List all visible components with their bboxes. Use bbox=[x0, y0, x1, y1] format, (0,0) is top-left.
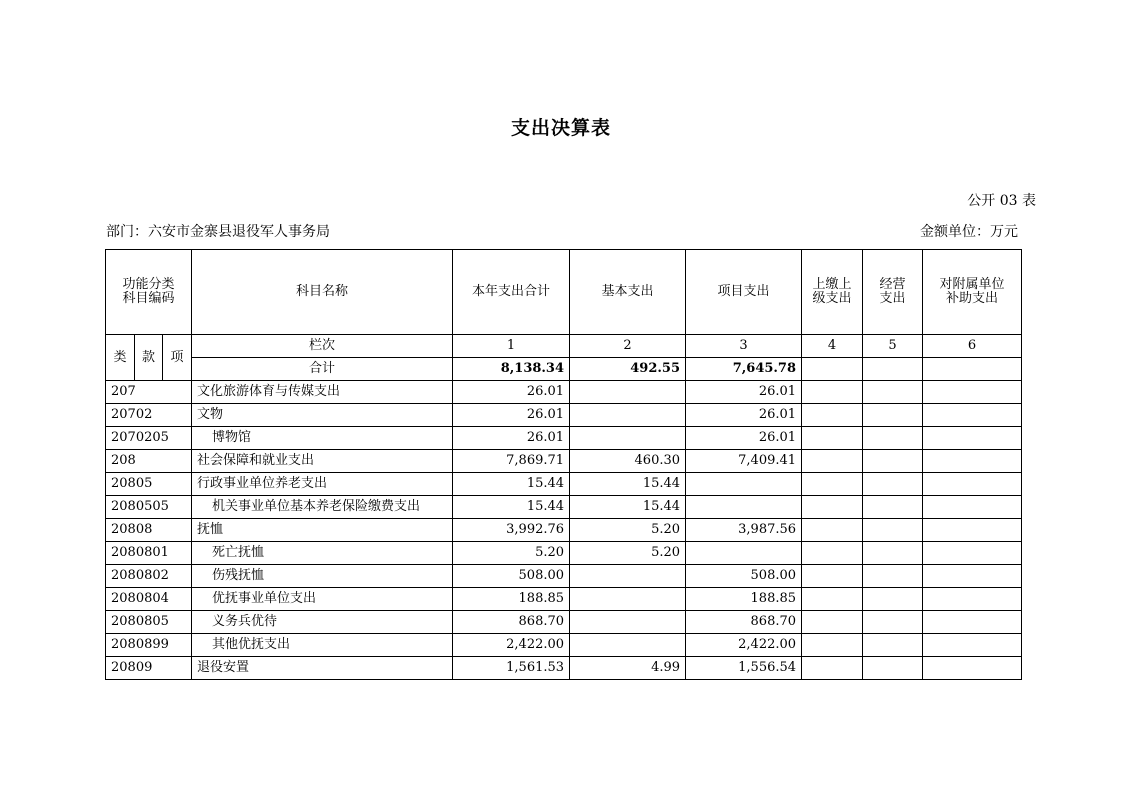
total-basic: 492.55 bbox=[570, 358, 686, 381]
row-name: 社会保障和就业支出 bbox=[192, 450, 453, 473]
row-name: 行政事业单位养老支出 bbox=[192, 473, 453, 496]
col-no-5: 5 bbox=[863, 335, 923, 358]
row-name: 文化旅游体育与传媒支出 bbox=[192, 381, 453, 404]
row-code: 2080805 bbox=[106, 611, 192, 634]
row-project: 3,987.56 bbox=[686, 519, 802, 542]
row-subsidy bbox=[923, 542, 1022, 565]
header-code: 功能分类科目编码 bbox=[106, 250, 192, 335]
total-row bbox=[106, 358, 1022, 381]
row-code: 2080804 bbox=[106, 588, 192, 611]
row-project: 868.70 bbox=[686, 611, 802, 634]
col-no-3: 3 bbox=[686, 335, 802, 358]
header-name: 科目名称 bbox=[192, 250, 453, 335]
row-upper bbox=[802, 450, 863, 473]
row-name: 死亡抚恤 bbox=[192, 542, 453, 565]
total-sum: 8,138.34 bbox=[453, 358, 570, 381]
row-basic: 15.44 bbox=[570, 496, 686, 519]
row-code: 2080801 bbox=[106, 542, 192, 565]
row-business bbox=[863, 473, 923, 496]
row-name: 文物 bbox=[192, 404, 453, 427]
row-basic: 460.30 bbox=[570, 450, 686, 473]
row-subsidy bbox=[923, 427, 1022, 450]
row-basic bbox=[570, 565, 686, 588]
table-row bbox=[106, 473, 1022, 496]
row-code: 20808 bbox=[106, 519, 192, 542]
table-row bbox=[106, 588, 1022, 611]
total-project: 7,645.78 bbox=[686, 358, 802, 381]
table-row bbox=[106, 381, 1022, 404]
col-no-6: 6 bbox=[923, 335, 1022, 358]
row-upper bbox=[802, 657, 863, 680]
col-no-1: 1 bbox=[453, 335, 570, 358]
row-subsidy bbox=[923, 565, 1022, 588]
row-basic bbox=[570, 427, 686, 450]
row-code: 20702 bbox=[106, 404, 192, 427]
row-project bbox=[686, 473, 802, 496]
row-subsidy bbox=[923, 611, 1022, 634]
row-upper bbox=[802, 519, 863, 542]
table-row bbox=[106, 611, 1022, 634]
row-project bbox=[686, 496, 802, 519]
header-upper: 上缴上级支出 bbox=[802, 250, 863, 335]
row-total: 188.85 bbox=[453, 588, 570, 611]
row-code: 20805 bbox=[106, 473, 192, 496]
row-project bbox=[686, 542, 802, 565]
row-project: 7,409.41 bbox=[686, 450, 802, 473]
total-upper bbox=[802, 358, 863, 381]
header-project: 项目支出 bbox=[686, 250, 802, 335]
col-no-2: 2 bbox=[570, 335, 686, 358]
row-total: 5.20 bbox=[453, 542, 570, 565]
row-code: 20809 bbox=[106, 657, 192, 680]
row-upper bbox=[802, 611, 863, 634]
row-subsidy bbox=[923, 404, 1022, 427]
row-basic: 5.20 bbox=[570, 519, 686, 542]
table-row bbox=[106, 657, 1022, 680]
header-kuan: 款 bbox=[135, 335, 163, 381]
row-business bbox=[863, 519, 923, 542]
row-upper bbox=[802, 473, 863, 496]
row-business bbox=[863, 588, 923, 611]
row-total: 7,869.71 bbox=[453, 450, 570, 473]
row-business bbox=[863, 450, 923, 473]
row-name: 博物馆 bbox=[192, 427, 453, 450]
row-subsidy bbox=[923, 496, 1022, 519]
row-code: 2080802 bbox=[106, 565, 192, 588]
row-basic: 4.99 bbox=[570, 657, 686, 680]
row-business bbox=[863, 427, 923, 450]
table-row bbox=[106, 427, 1022, 450]
row-project: 188.85 bbox=[686, 588, 802, 611]
row-subsidy bbox=[923, 657, 1022, 680]
row-total: 15.44 bbox=[453, 496, 570, 519]
row-total: 26.01 bbox=[453, 427, 570, 450]
header-xiang: 项 bbox=[163, 335, 192, 381]
row-upper bbox=[802, 381, 863, 404]
row-project: 2,422.00 bbox=[686, 634, 802, 657]
header-business: 经营支出 bbox=[863, 250, 923, 335]
row-total: 2,422.00 bbox=[453, 634, 570, 657]
table-row bbox=[106, 565, 1022, 588]
header-row bbox=[106, 250, 1022, 335]
row-total: 1,561.53 bbox=[453, 657, 570, 680]
header-subsidy: 对附属单位补助支出 bbox=[923, 250, 1022, 335]
row-code: 208 bbox=[106, 450, 192, 473]
department-label: 部门：六安市金寨县退役军人事务局 bbox=[106, 224, 330, 240]
row-basic: 15.44 bbox=[570, 473, 686, 496]
row-project: 1,556.54 bbox=[686, 657, 802, 680]
row-total: 3,992.76 bbox=[453, 519, 570, 542]
row-code: 2080505 bbox=[106, 496, 192, 519]
total-business bbox=[863, 358, 923, 381]
row-business bbox=[863, 611, 923, 634]
row-business bbox=[863, 496, 923, 519]
row-total: 508.00 bbox=[453, 565, 570, 588]
table-row bbox=[106, 634, 1022, 657]
row-subsidy bbox=[923, 588, 1022, 611]
row-upper bbox=[802, 427, 863, 450]
table-row bbox=[106, 542, 1022, 565]
row-project: 26.01 bbox=[686, 427, 802, 450]
row-total: 26.01 bbox=[453, 404, 570, 427]
row-project: 26.01 bbox=[686, 404, 802, 427]
row-subsidy bbox=[923, 381, 1022, 404]
header-total: 本年支出合计 bbox=[453, 250, 570, 335]
row-business bbox=[863, 381, 923, 404]
row-basic bbox=[570, 634, 686, 657]
row-name: 义务兵优待 bbox=[192, 611, 453, 634]
row-basic bbox=[570, 611, 686, 634]
column-no-label: 栏次 bbox=[192, 335, 453, 358]
column-number-row bbox=[106, 335, 1022, 358]
row-code: 207 bbox=[106, 381, 192, 404]
row-basic: 5.20 bbox=[570, 542, 686, 565]
table-row bbox=[106, 404, 1022, 427]
row-upper bbox=[802, 404, 863, 427]
col-no-4: 4 bbox=[802, 335, 863, 358]
table-row bbox=[106, 496, 1022, 519]
row-upper bbox=[802, 542, 863, 565]
row-total: 868.70 bbox=[453, 611, 570, 634]
header-basic: 基本支出 bbox=[570, 250, 686, 335]
table-row bbox=[106, 519, 1022, 542]
expenditure-table bbox=[105, 249, 1022, 680]
row-basic bbox=[570, 588, 686, 611]
row-subsidy bbox=[923, 473, 1022, 496]
row-project: 26.01 bbox=[686, 381, 802, 404]
row-upper bbox=[802, 588, 863, 611]
row-basic bbox=[570, 381, 686, 404]
row-business bbox=[863, 657, 923, 680]
row-code: 2080899 bbox=[106, 634, 192, 657]
row-name: 其他优抚支出 bbox=[192, 634, 453, 657]
table-row bbox=[106, 450, 1022, 473]
row-name: 抚恤 bbox=[192, 519, 453, 542]
row-upper bbox=[802, 496, 863, 519]
row-subsidy bbox=[923, 519, 1022, 542]
row-total: 26.01 bbox=[453, 381, 570, 404]
form-number: 公开 03 表 bbox=[967, 193, 1036, 209]
row-business bbox=[863, 542, 923, 565]
row-subsidy bbox=[923, 634, 1022, 657]
row-project: 508.00 bbox=[686, 565, 802, 588]
row-name: 退役安置 bbox=[192, 657, 453, 680]
row-total: 15.44 bbox=[453, 473, 570, 496]
row-basic bbox=[570, 404, 686, 427]
row-code: 2070205 bbox=[106, 427, 192, 450]
row-upper bbox=[802, 634, 863, 657]
amount-unit-label: 金额单位：万元 bbox=[920, 224, 1018, 240]
total-subsidy bbox=[923, 358, 1022, 381]
row-name: 优抚事业单位支出 bbox=[192, 588, 453, 611]
page-title: 支出决算表 bbox=[510, 117, 611, 139]
header-lei: 类 bbox=[106, 335, 135, 381]
row-upper bbox=[802, 565, 863, 588]
total-label: 合计 bbox=[192, 358, 453, 381]
row-business bbox=[863, 404, 923, 427]
row-name: 伤残抚恤 bbox=[192, 565, 453, 588]
row-business bbox=[863, 565, 923, 588]
row-subsidy bbox=[923, 450, 1022, 473]
row-business bbox=[863, 634, 923, 657]
row-name: 机关事业单位基本养老保险缴费支出 bbox=[192, 496, 453, 519]
